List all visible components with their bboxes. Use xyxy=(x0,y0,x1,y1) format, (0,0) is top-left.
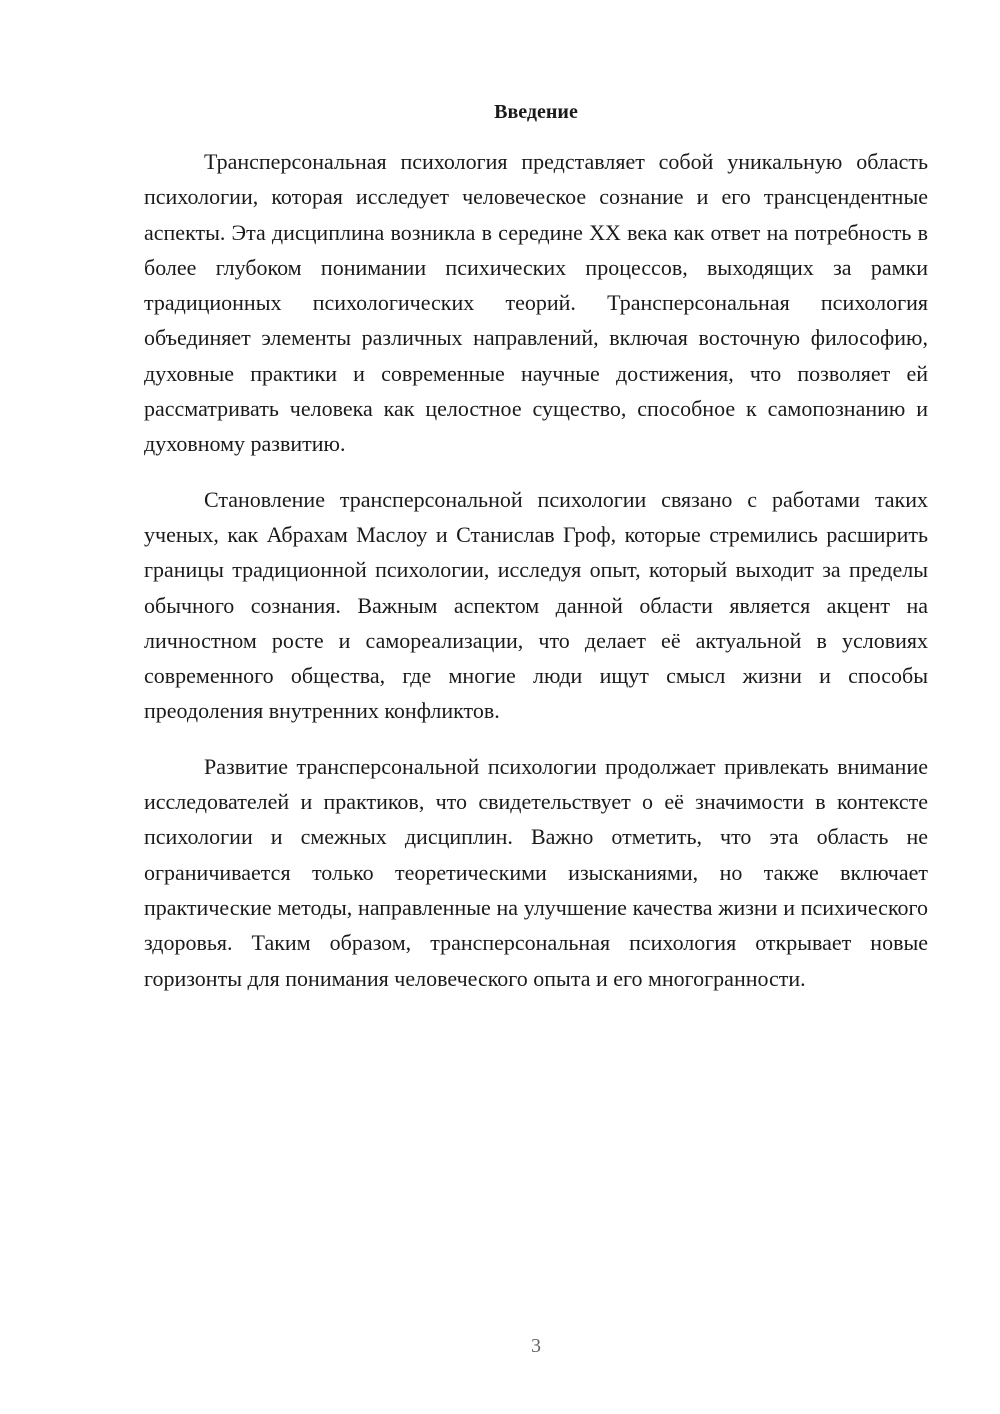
paragraph-intro: Трансперсональная психология представляет собой уникальную область психологии, которая исследует человеческое сознание и его трансцендентные аспекты. Эта дисциплина возникла в середине XX века как ответ на потребность в более глубоком понимании психических процессов, выходящих за рамки традиционных психологических теорий. Трансперсональная психология объединяет элементы различных направлений, включая восточную философию, духовные практики и современные научные достижения, что позволяет ей рассматривать человека как целостное существо, способное к самопознанию и духовному развитию. xyxy=(144,149,928,457)
document-body xyxy=(144,98,928,1016)
paragraph-history: Становление трансперсональной психологии связано с работами таких ученых, как Абрахам Маслоу и Станислав Гроф, которые стремились расширить границы традиционной психологии, исследуя опыт, который выходит за пределы обычного сознания. Важным аспектом данной области является акцент на личностном росте и самореализации, что делает её актуальной в условиях современного общества, где многие люди ищут смысл жизни и способы преодоления внутренних конфликтов. xyxy=(144,486,928,724)
page-number: 3 xyxy=(531,1335,541,1357)
section-heading: Введение xyxy=(494,101,578,123)
paragraph-development: Развитие трансперсональной психологии продолжает привлекать внимание исследователей и практиков, что свидетельствует о её значимости в контексте психологии и смежных дисциплин. Важно отметить, что эта область не ограничивается только теоретическими изысканиями, но также включает практические методы, направленные на улучшение качества жизни и психического здоровья. Таким образом, трансперсональная психология открывает новые горизонты для понимания человеческого опыта и его многогранности. xyxy=(144,753,928,991)
